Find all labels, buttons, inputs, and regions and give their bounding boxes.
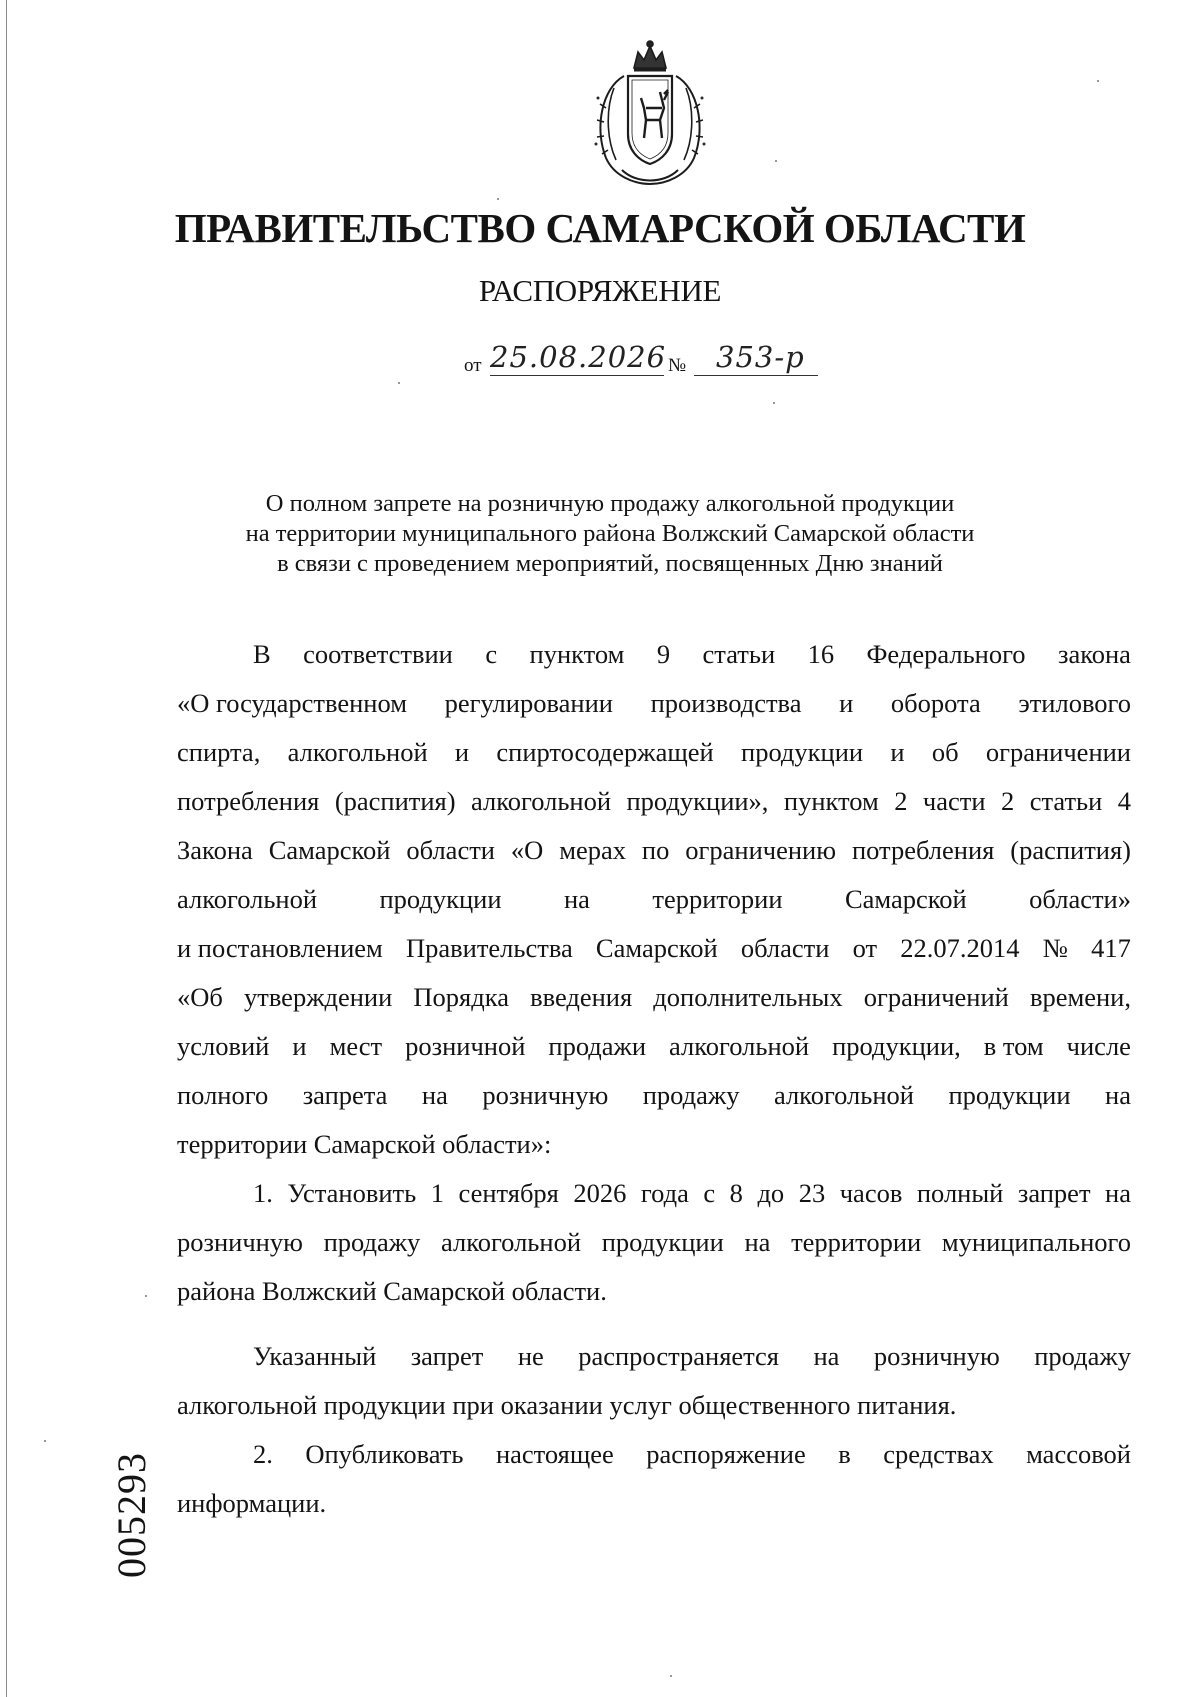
text-line [177, 1022, 1131, 1071]
scan-speck [497, 198, 499, 200]
word: Федерального [866, 639, 1026, 669]
text-line [177, 728, 1131, 777]
word: алкогольной [669, 1031, 810, 1061]
word: на [421, 1080, 448, 1110]
word: продажу [1034, 1341, 1131, 1371]
word: продажу [642, 1080, 740, 1110]
word: «О государственном [177, 688, 407, 718]
scan-speck [44, 1440, 46, 1442]
word: и постановлением [177, 933, 383, 963]
text-line [177, 630, 1131, 679]
subject-line: О полном запрете на розничную продажу алкогольной продукции [265, 490, 955, 517]
document-body [177, 630, 1131, 1528]
word: распоряжение [646, 1439, 806, 1469]
word: 22.07.2014 [900, 933, 1020, 963]
scan-edge-line [6, 0, 7, 1697]
text-line [177, 1218, 1131, 1267]
text-line: информации. [177, 1488, 327, 1518]
text-line: района Волжский Самарской области. [177, 1276, 607, 1306]
word: и [839, 688, 854, 718]
word: продажи [548, 1031, 647, 1061]
exception-paragraph [177, 1332, 1131, 1381]
word: в том [983, 1031, 1044, 1061]
word: на [1105, 1080, 1131, 1110]
word: алкогольной [177, 884, 318, 914]
word: этилового [1018, 688, 1131, 718]
word: 417 [1091, 933, 1131, 963]
word: полного [177, 1080, 269, 1110]
word: пунктом [529, 639, 625, 669]
subject-line: на территории муниципального района Волжский Самарской области [245, 520, 975, 547]
word: продукции, [832, 1031, 961, 1061]
word: на [563, 884, 590, 914]
text-line [177, 924, 1131, 973]
text-line [177, 875, 1131, 924]
line-text: Закона Самарской области «О мерах по ограничению потребления (распития) [177, 835, 1131, 865]
word: настоящее [495, 1439, 614, 1469]
text-line [177, 679, 1131, 728]
word: территории [652, 884, 783, 914]
word: ограничении [985, 737, 1131, 767]
document-type: РАСПОРЯЖЕНИЕ [478, 273, 722, 308]
word: 9 [656, 639, 671, 669]
text-line [177, 777, 1131, 826]
word: и [454, 737, 470, 767]
word: Правительства [405, 933, 573, 963]
word: алкогольной [287, 737, 428, 767]
word: производства [650, 688, 802, 718]
word: розничную [482, 1080, 609, 1110]
word: соответствии [303, 639, 453, 669]
text-line: территории Самарской области»: [177, 1129, 552, 1159]
word: от [852, 933, 878, 963]
word: спиртосодержащей [496, 737, 714, 767]
word: № [1042, 933, 1068, 963]
word: области [740, 933, 830, 963]
word: продукции [379, 884, 502, 914]
word: условий [177, 1031, 270, 1061]
word: продукции [948, 1080, 1071, 1110]
word: 2. [253, 1439, 273, 1469]
word: на [813, 1341, 840, 1371]
word: спирта, [177, 737, 261, 767]
word: средствах [883, 1439, 994, 1469]
word: Указанный [253, 1341, 377, 1371]
line-text: розничную продажу алкогольной продукции на территории муниципального [177, 1227, 1131, 1257]
item-2-paragraph [177, 1430, 1131, 1479]
line-text: потребления (распития) алкогольной продукции», пунктом 2 части 2 статьи 4 [177, 786, 1131, 816]
scan-speck [398, 382, 400, 384]
date-prefix: от [464, 355, 482, 376]
word: оборота [890, 688, 981, 718]
word: запрет [410, 1341, 484, 1371]
word: продукции [741, 737, 864, 767]
registration-number: 005293 [109, 1452, 154, 1578]
line-text: 1. Установить 1 сентября 2026 года с 8 до 23 часов полный запрет на [253, 1178, 1131, 1208]
date-underline [490, 375, 664, 376]
line-text: «Об утверждении Порядка введения дополнительных ограничений времени, [177, 982, 1131, 1012]
text-line [177, 1071, 1131, 1120]
word: 16 [807, 639, 835, 669]
scan-speck [670, 1675, 672, 1677]
word: и [890, 737, 905, 767]
word: и [292, 1031, 307, 1061]
word: числе [1066, 1031, 1131, 1061]
word: Самарской [595, 933, 718, 963]
date-number-line [464, 325, 884, 381]
text-line: алкогольной продукции при оказании услуг общественного питания. [177, 1390, 957, 1420]
word: закона [1057, 639, 1131, 669]
scan-speck [145, 1295, 147, 1297]
word: Опубликовать [305, 1439, 464, 1469]
text-line [177, 973, 1131, 1022]
number-prefix: № [668, 355, 687, 376]
number-underline [694, 375, 818, 376]
handwritten-date: 25.08.2026 [490, 340, 667, 374]
coat-of-arms-emblem [584, 38, 716, 188]
government-title: ПРАВИТЕЛЬСТВО САМАРСКОЙ ОБЛАСТИ [174, 205, 1026, 251]
word: массовой [1026, 1439, 1131, 1469]
word: розничной [405, 1031, 526, 1061]
word: об [931, 737, 959, 767]
word: распространяется [578, 1341, 780, 1371]
scan-speck [773, 402, 775, 404]
word: алкогольной [773, 1080, 914, 1110]
word: не [517, 1341, 544, 1371]
scan-speck [1097, 80, 1099, 82]
word: запрета [302, 1080, 388, 1110]
preamble-paragraph [177, 630, 1131, 1120]
word: статьи [702, 639, 776, 669]
word: с [485, 639, 498, 669]
word: мест [329, 1031, 383, 1061]
word: розничную [873, 1341, 1000, 1371]
scan-speck [775, 160, 777, 162]
item-1-paragraph [177, 1169, 1131, 1267]
handwritten-number: 353-р [716, 340, 805, 374]
word: Самарской [844, 884, 967, 914]
document-subject [150, 489, 1070, 579]
word: В [253, 639, 271, 669]
word: в [838, 1439, 851, 1469]
text-line [177, 826, 1131, 875]
text-line [177, 1169, 1131, 1218]
word: области» [1029, 884, 1131, 914]
subject-line: в связи с проведением мероприятий, посвященных Дню знаний [277, 550, 943, 577]
word: регулировании [444, 688, 613, 718]
